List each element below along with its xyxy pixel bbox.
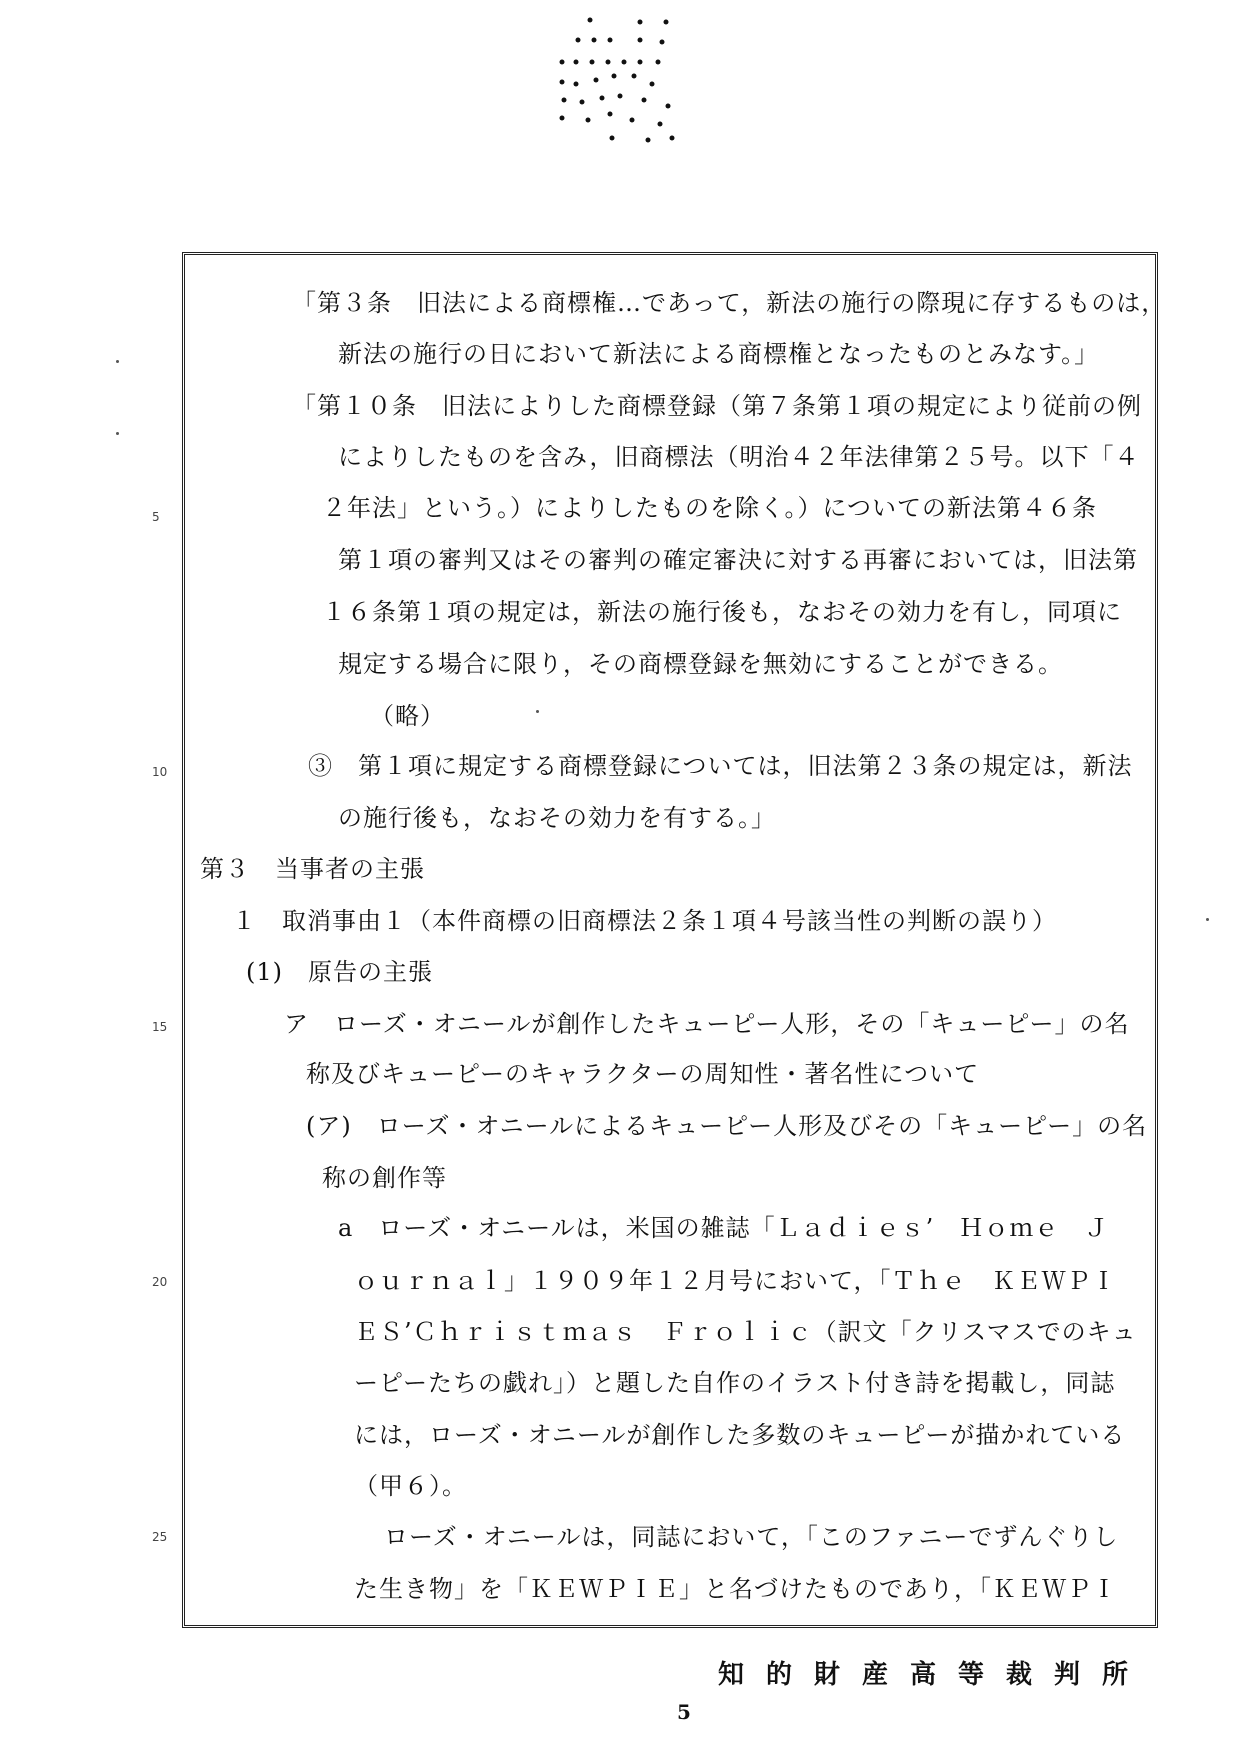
text-line: ③ 第１項に規定する商標登録については，旧法第２３条の規定は，新法 (308, 752, 1133, 780)
text-line: には，ローズ・オニールが創作した多数のキューピーが描かれている (354, 1421, 1126, 1449)
line-number-25: 25 (152, 1530, 168, 1544)
text-line: た生き物」を「ＫＥＷＰＩＥ」と名づけたものであり，「ＫＥＷＰＩ (354, 1575, 1117, 1603)
line-number-10: 10 (152, 765, 168, 779)
scan-speck (116, 432, 119, 435)
line-number-20: 20 (152, 1275, 168, 1289)
text-line: によりしたものを含み，旧商標法（明治４２年法律第２５号。以下「４ (338, 443, 1140, 471)
text-line: ２年法」という。）によりしたものを除く。）についての新法第４６条 (322, 494, 1098, 522)
line-number-15: 15 (152, 1020, 168, 1034)
text-line: 称及びキューピーのキャラクターの周知性・著名性について (306, 1060, 980, 1088)
text-line: (ア) ローズ・オニールによるキューピー人形及びその「キューピー」の名 (306, 1112, 1148, 1140)
text-line: 「第１０条 旧法によりした商標登録（第７条第１項の規定により従前の例 (292, 392, 1142, 420)
text-line: ーピーたちの戯れ」）と題した自作のイラスト付き詩を掲載し，同誌 (354, 1369, 1116, 1397)
text-line: a ローズ・オニールは，米国の雑誌「Ｌａｄｉｅｓ’ Ｈｏｍｅ Ｊ (338, 1214, 1110, 1242)
section-heading: 第３ 当事者の主張 (200, 855, 425, 883)
text-line: 「第３条 旧法による商標権…であって，新法の施行の際現に存するものは， (292, 289, 1167, 317)
text-line: ＥＳ’Ｃｈｒｉｓｔｍａｓ Ｆｒｏｌｉｃ（訳文「クリスマスでのキュ (354, 1318, 1137, 1346)
line-number-5: 5 (152, 510, 160, 524)
text-line: （甲６）。 (354, 1472, 467, 1500)
text-line: 第１項の審判又はその審判の確定審決に対する再審においては，旧法第 (338, 546, 1138, 574)
text-line: の施行後も，なおその効力を有する。」 (338, 804, 776, 832)
perforation-seal (548, 14, 688, 144)
text-line: ア ローズ・オニールが創作したキューピー人形，その「キューピー」の名 (284, 1010, 1130, 1038)
scan-speck (116, 360, 119, 363)
scan-speck (1206, 918, 1209, 921)
page-number: 5 (677, 1700, 691, 1724)
subsection-heading: (1) 原告の主張 (246, 958, 433, 986)
text-line: 新法の施行の日において新法による商標権となったものとみなす。」 (338, 340, 1100, 368)
text-line: ローズ・オニールは，同誌において，「このファニーでずんぐりし (384, 1523, 1119, 1551)
subsection-heading: １ 取消事由１（本件商標の旧商標法２条１項４号該当性の判断の誤り） (232, 907, 1057, 935)
text-line: （略） (370, 702, 445, 730)
text-line: ｏｕｒｎａｌ」１９０９年１２月号において，「Ｔｈｅ ＫＥＷＰＩ (354, 1267, 1117, 1295)
text-line: 称の創作等 (322, 1164, 447, 1192)
text-line: 規定する場合に限り，その商標登録を無効にすることができる。 (338, 650, 1063, 678)
court-name: 知的財産高等裁判所 (718, 1660, 1151, 1690)
text-line: １６条第１項の規定は，新法の施行後も，なおその効力を有し，同項に (322, 598, 1122, 626)
